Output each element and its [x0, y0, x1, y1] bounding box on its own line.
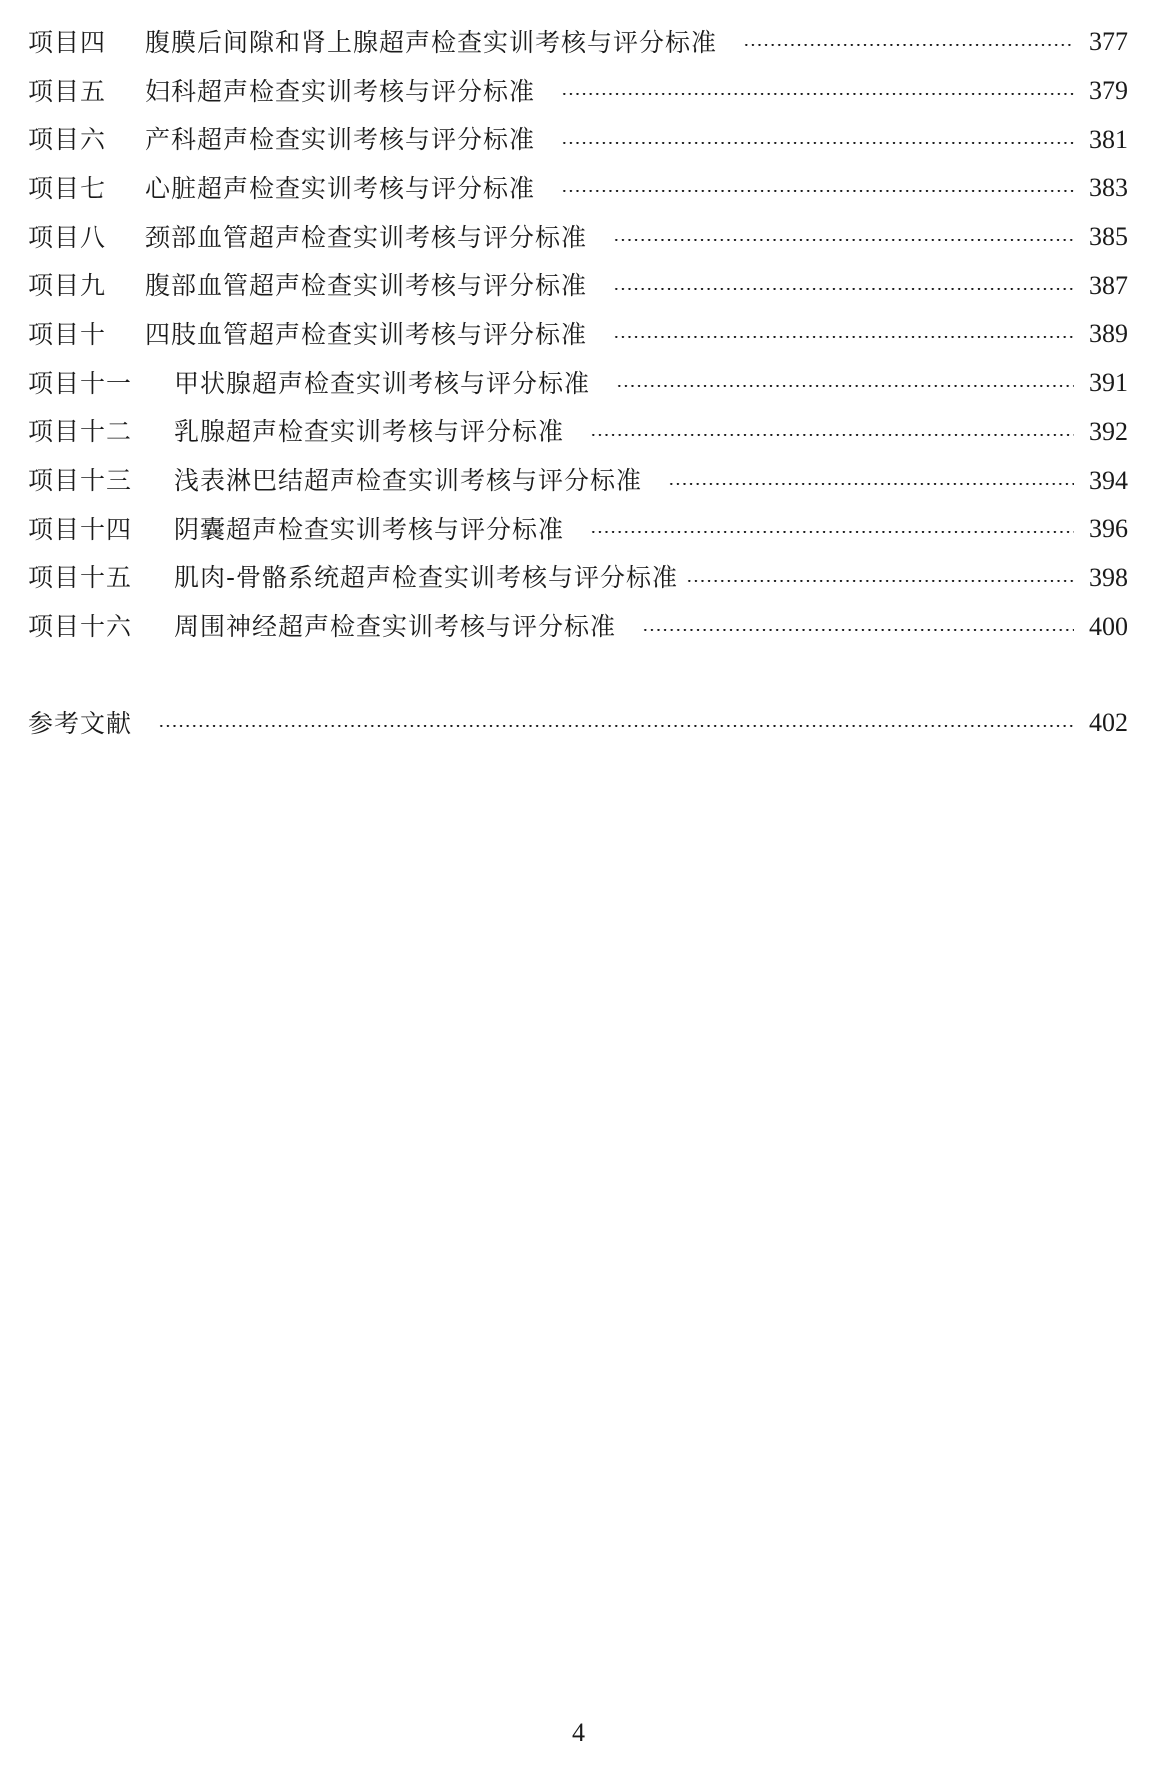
toc-entry-label: 项目六 [28, 125, 107, 155]
toc-entry-page: 387 [1089, 270, 1128, 300]
toc-entry[interactable] [28, 505, 1128, 554]
toc-entry-title: 参考文献 [28, 708, 133, 738]
toc-entry-label: 项目十一 [28, 368, 133, 398]
toc-entry-page: 396 [1089, 514, 1128, 544]
toc-entry-label: 项目十二 [28, 417, 133, 447]
toc-entry-label: 项目八 [28, 222, 107, 252]
toc-entry[interactable] [28, 18, 1128, 67]
toc-entry-title: 周围神经超声检查实训考核与评分标准 [174, 612, 617, 642]
toc-entry-label: 项目九 [28, 271, 107, 301]
toc-entry-title: 浅表淋巴结超声检查实训考核与评分标准 [174, 466, 643, 496]
dot-leader [590, 434, 1074, 436]
dot-leader [743, 44, 1074, 46]
toc-entry-page: 394 [1089, 465, 1128, 495]
toc-entry-label: 项目十三 [28, 466, 133, 496]
toc-entry-page: 391 [1089, 368, 1128, 398]
page-number: 4 [572, 1718, 585, 1747]
toc-entry-page: 385 [1089, 222, 1128, 252]
toc-entry-label: 项目十六 [28, 612, 133, 642]
toc-entry[interactable] [28, 115, 1128, 164]
table-of-contents [28, 18, 1128, 748]
toc-entry[interactable] [28, 554, 1128, 603]
toc-entry-label: 项目十 [28, 319, 107, 349]
toc-entry-title: 妇科超声检查实训考核与评分标准 [145, 76, 536, 106]
toc-entry-page: 400 [1089, 611, 1128, 641]
toc-entry-title: 产科超声检查实训考核与评分标准 [145, 125, 536, 155]
toc-entry-label: 项目四 [28, 27, 107, 57]
toc-entry-label: 项目十四 [28, 514, 133, 544]
dot-leader [613, 288, 1074, 290]
dot-leader [613, 239, 1074, 241]
toc-entry-label: 项目五 [28, 76, 107, 106]
dot-leader [561, 190, 1074, 192]
dot-leader [642, 629, 1074, 631]
dot-leader [158, 725, 1074, 727]
toc-entry-title: 阴囊超声检查实训考核与评分标准 [174, 514, 565, 544]
toc-entry-label: 项目十五 [28, 563, 133, 593]
toc-entry-references[interactable] [28, 699, 1128, 748]
dot-leader [616, 385, 1074, 387]
dot-leader [668, 483, 1074, 485]
toc-entry-title: 甲状腺超声检查实训考核与评分标准 [174, 368, 591, 398]
dot-leader [686, 580, 1074, 582]
toc-entry-page: 381 [1089, 124, 1128, 154]
toc-entry-page: 379 [1089, 76, 1128, 106]
toc-entry-title: 腹膜后间隙和肾上腺超声检查实训考核与评分标准 [145, 27, 718, 57]
toc-entry[interactable] [28, 602, 1128, 651]
toc-entry[interactable] [28, 408, 1128, 457]
toc-entry-page: 398 [1089, 562, 1128, 592]
toc-entry-title: 四肢血管超声检查实训考核与评分标准 [145, 319, 588, 349]
dot-leader [613, 336, 1074, 338]
toc-entry[interactable] [28, 261, 1128, 310]
toc-entry-page: 392 [1089, 416, 1128, 446]
toc-entry-label: 项目七 [28, 173, 107, 203]
toc-entry-title: 颈部血管超声检查实训考核与评分标准 [145, 222, 588, 252]
toc-entry-page: 377 [1089, 27, 1128, 57]
toc-entry-title: 乳腺超声检查实训考核与评分标准 [174, 417, 565, 447]
toc-entry[interactable] [28, 310, 1128, 359]
dot-leader [561, 142, 1074, 144]
toc-entry-page: 402 [1089, 708, 1128, 738]
toc-entry-title: 肌肉-骨骼系统超声检查实训考核与评分标准 [174, 563, 679, 593]
toc-entry-page: 389 [1089, 319, 1128, 349]
toc-entry-title: 心脏超声检查实训考核与评分标准 [145, 173, 536, 203]
toc-entry[interactable] [28, 67, 1128, 116]
toc-entry[interactable] [28, 456, 1128, 505]
toc-entry[interactable] [28, 164, 1128, 213]
dot-leader [590, 531, 1074, 533]
toc-entry[interactable] [28, 213, 1128, 262]
dot-leader [561, 93, 1074, 95]
toc-entry-page: 383 [1089, 173, 1128, 203]
toc-entry-title: 腹部血管超声检查实训考核与评分标准 [145, 271, 588, 301]
toc-entry[interactable] [28, 359, 1128, 408]
